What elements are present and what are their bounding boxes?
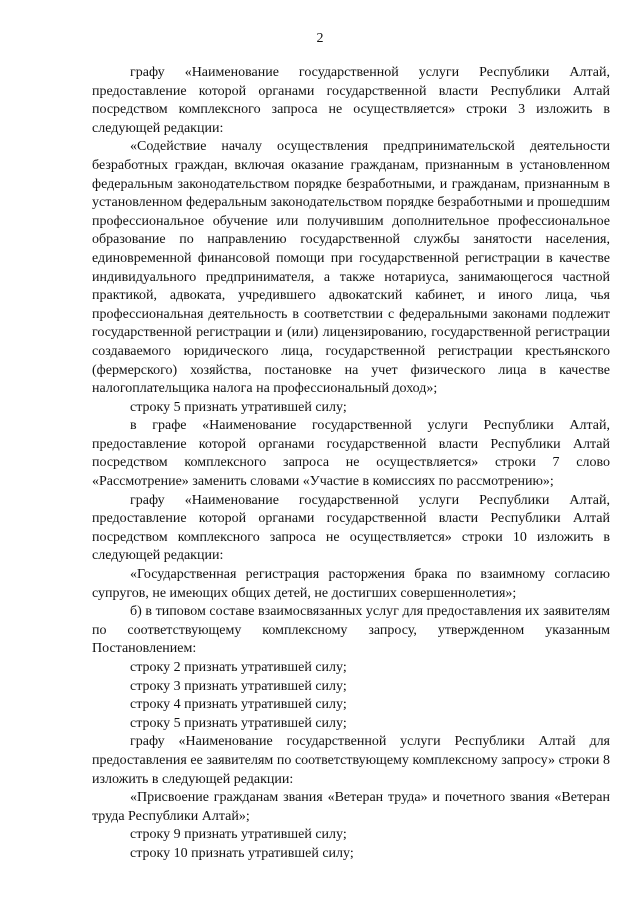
paragraph: строку 4 признать утратившей силу; xyxy=(130,697,347,713)
document-body xyxy=(92,64,610,864)
paragraph: графу «Наименование государственной услуги Республики Алтай, предоставление которой органами государственной власти Республики Алтай посредством комплексного запроса не осуществляется» строки 10 изложить в следующей редакции: xyxy=(92,492,610,564)
paragraph: строку 3 признать утратившей силу; xyxy=(130,678,347,694)
paragraph: «Государственная регистрация расторжения брака по взаимному согласию супругов, не имеющих общих детей, не достигших совершеннолетия»; xyxy=(92,567,610,601)
paragraph: строку 10 признать утратившей силу; xyxy=(130,845,354,861)
paragraph: графу «Наименование государственной услуги Республики Алтай, предоставление которой органами государственной власти Республики Алтай посредством комплексного запроса не осуществляется» строки 3 изложить в следующей редакции: xyxy=(92,65,610,136)
paragraph: в графе «Наименование государственной услуги Республики Алтай, предоставление которой органами государственной власти Республики Алтай посредством комплексного запроса не осуществляется» строки 7 слово «Рассмотрение» заменить словами «Участие в комиссиях по рассмотрению»; xyxy=(92,418,610,490)
paragraph: строку 2 признать утратившей силу; xyxy=(130,660,347,675)
paragraph: б) в типовом составе взаимосвязанных услуг для предоставления их заявителям по соответствующему комплексному запросу, утвержденном указанным Постановлением: xyxy=(92,604,610,657)
paragraph: строку 5 признать утратившей силу; xyxy=(130,715,347,731)
paragraph: графу «Наименование государственной услуги Республики Алтай для предоставления ее заявителям по соответствующему комплексному запросу» строки 8 изложить в следующей редакции: xyxy=(92,734,610,787)
paragraph: «Содействие началу осуществления предпринимательской деятельности безработных граждан, включая оказание гражданам, признанным в установленном федеральным законодательством порядке безработными, и гражданам, признанным в установленном федеральным законодательством порядке безработными и прошедшим профессиональное обучение или получившим дополнительное профессиональное образование по направлению государственной службы занятости населения, единовременной финансовой помощи при государственной регистрации в качестве индивидуального предпринимателя, а также нотариуса, занимающегося частной практикой, адвоката, учредившего адвокатский кабинет, и иного лица, чья профессиональная деятельность в соответствии с федеральными законами подлежит государственной регистрации и (или) лицензированию, государственной регистрации создаваемого юридического лица, государственной регистрации крестьянского (фермерского) хозяйства, постановке на учет физического лица в качестве налогоплательщика налога на профессиональный доход»; xyxy=(92,139,610,397)
page-number: 2 xyxy=(316,31,324,46)
paragraph: строку 5 признать утратившей силу; xyxy=(130,399,347,415)
paragraph: «Присвоение гражданам звания «Ветеран труда» и почетного звания «Ветеран труда Республики Алтай»; xyxy=(92,790,610,824)
paragraph: строку 9 признать утратившей силу; xyxy=(130,827,347,843)
